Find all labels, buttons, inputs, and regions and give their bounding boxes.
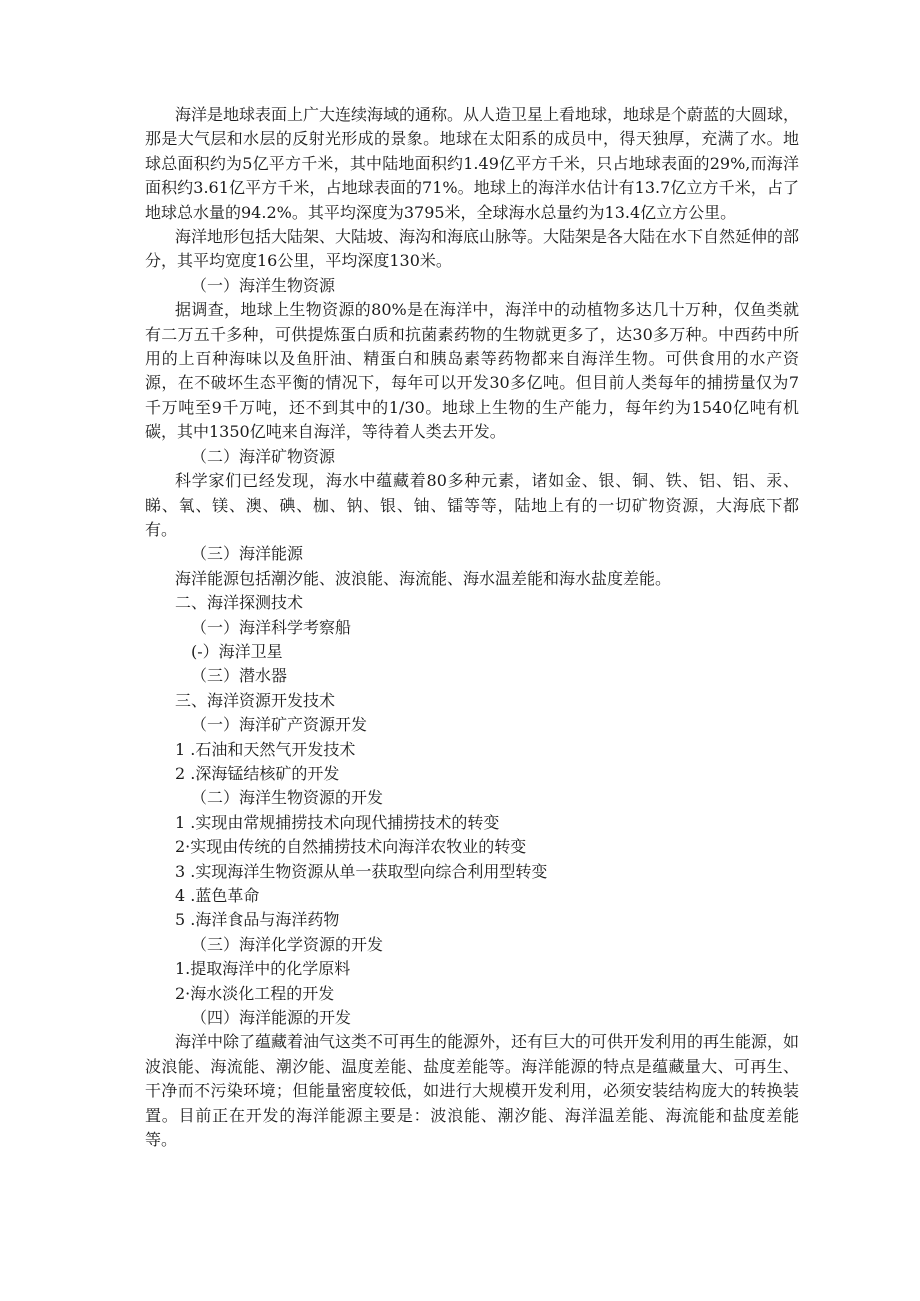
list-item: 2·实现由传统的自然捕捞技术向海洋农牧业的转变 — [175, 837, 527, 857]
list-item: 2·海水淡化工程的开发 — [175, 983, 335, 1003]
list-item: 2 .深海锰结核矿的开发 — [175, 763, 340, 783]
paragraph-mineral-resources: 科学家们已经发现，海水中蕴藏着80多种元素，诸如金、银、铜、铁、铝、铝、汞、睇、氧、镁、澳、碘、枷、钠、银、铀、镭等等，陆地上有的一切矿物资源，大海底下都有。 — [145, 471, 799, 539]
subheading-submersible: （三）潜水器 — [191, 666, 288, 686]
paragraph-ocean-overview: 海洋是地球表面上广大连续海域的通称。从人造卫星上看地球，地球是个蔚蓝的大圆球，那是大气层和水层的反射光形成的景象。地球在太阳系的成员中，得天独厚，充满了水。地球总面积约为5亿平方千米，其中陆地面积约1.49亿平方千米，只占地球表面的29%,而海洋面积约3.61亿平方千米，占地球表面的71%。地球上的海洋水估计有13.7亿立方千米，占了地球总水量的94.2%。其平均深度为3795米，全球海水总量约为13.4亿立方公里。 — [145, 105, 800, 222]
list-item: 1 .实现由常规捕捞技术向现代捕捞技术的转变 — [175, 812, 500, 832]
subheading-marine-biological-resources: （一）海洋生物资源 — [191, 275, 336, 295]
section-heading-ocean-exploration: 二、海洋探测技术 — [175, 593, 304, 613]
paragraph-marine-energy: 海洋能源包括潮汐能、波浪能、海流能、海水温差能和海水盐度差能。 — [175, 568, 672, 588]
list-item: 1.提取海洋中的化学原料 — [175, 959, 351, 979]
subheading-marine-mineral-resources: （二）海洋矿物资源 — [191, 446, 336, 466]
section-heading-resource-development: 三、海洋资源开发技术 — [175, 690, 336, 710]
list-item: 4 .蓝色革命 — [175, 886, 260, 905]
list-item: 1 .石油和天然气开发技术 — [175, 739, 356, 759]
subheading-mineral-development: （一）海洋矿产资源开发 — [191, 715, 368, 735]
document-page — [145, 103, 799, 1152]
subheading-chemical-development: （三）海洋化学资源的开发 — [191, 934, 384, 954]
list-item: 5 .海洋食品与海洋药物 — [175, 910, 340, 930]
subheading-research-vessel: （一）海洋科学考察船 — [191, 617, 352, 637]
paragraph-ocean-topography: 海洋地形包括大陆架、大陆坡、海沟和海底山脉等。大陆架是各大陆在水下自然延伸的部分，其平均宽度16公里，平均深度130米。 — [145, 227, 800, 271]
subheading-biological-development: （二）海洋生物资源的开发 — [191, 788, 384, 808]
paragraph-energy-development: 海洋中除了蕴藏着油气这类不可再生的能源外，还有巨大的可供开发利用的再生能源，如波浪能、海流能、潮汐能、温度差能、盐度差能等。海洋能源的特点是蕴藏量大、可再生、干净而不污染环境；但能量密度较低，如进行大规模开发利用，必须安装结构庞大的转换装置。目前正在开发的海洋能源主要是：波浪能、潮汐能、海洋温差能、海流能和盐度差能等。 — [145, 1032, 800, 1150]
subheading-marine-energy: （三）海洋能源 — [191, 544, 304, 564]
paragraph-biological-resources: 据调查，地球上生物资源的80%是在海洋中，海洋中的动植物多达几十万种，仅鱼类就有二万五千多种，可供提炼蛋白质和抗菌素药物的生物就更多了，达30多万种。中西药中所用的上百种海味以及鱼肝油、精蛋白和胰岛素等药物都来自海洋生物。可供食用的水产资源，在不破坏生态平衡的情况下，每年可以开发30多亿吨。但目前人类每年的捕捞量仅为7千万吨至9千万吨，还不到其中的1/30。地球上生物的生产能力，每年约为1540亿吨有机碳，其中1350亿吨来自海洋，等待着人类去开发。 — [145, 300, 799, 442]
list-item: 3 .实现海洋生物资源从单一获取型向综合利用型转变 — [175, 861, 548, 881]
subheading-ocean-satellite: (-）海洋卫星 — [191, 641, 283, 661]
subheading-energy-development: （四）海洋能源的开发 — [191, 1008, 352, 1028]
